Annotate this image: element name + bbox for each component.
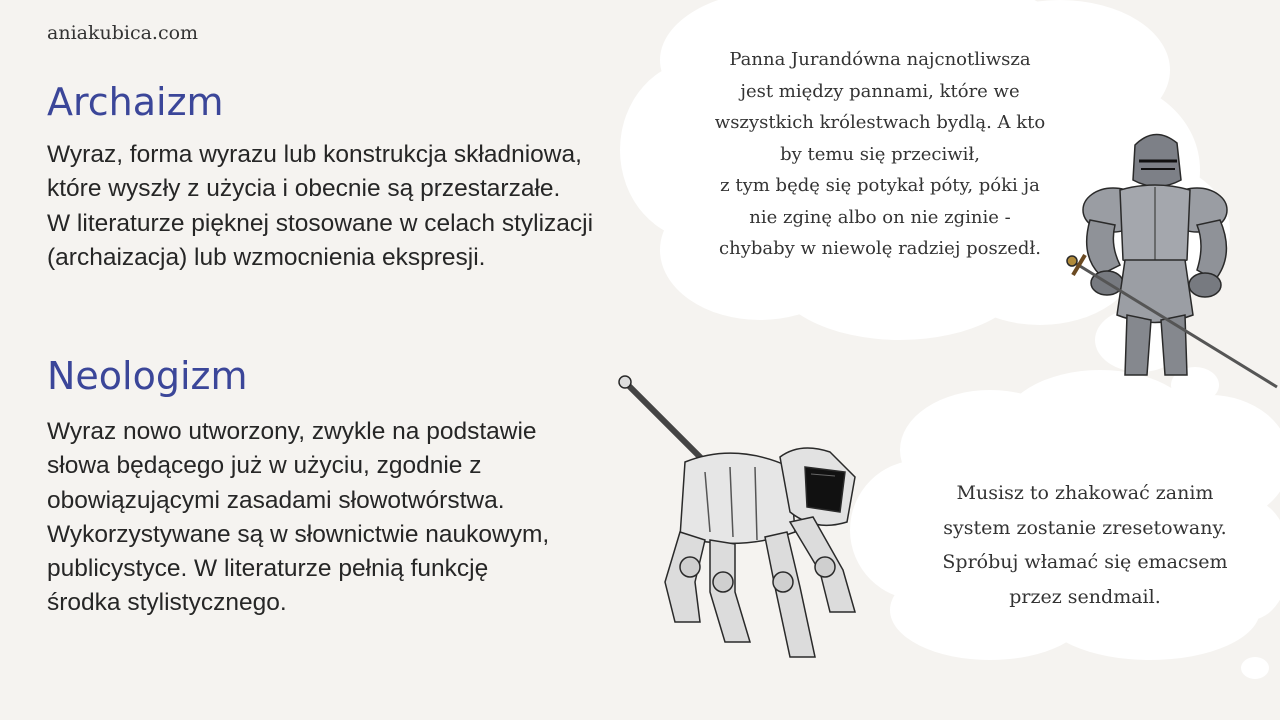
knight-quote-line: wszystkich królestwach bydlą. A kto (714, 112, 1046, 133)
knight-quote-line: chybaby w niewolę radziej poszedł. (719, 238, 1041, 259)
archaizm-heading: Archaizm (47, 80, 224, 124)
neologizm-line: słowa będącego już w użyciu, zgodnie z (47, 452, 482, 480)
neologizm-line: Wyraz nowo utworzony, zwykle na podstawie (47, 418, 537, 445)
robot-quote (905, 476, 1265, 614)
archaizm-line: W literaturze pięknej stosowane w celach stylizacji (47, 209, 594, 237)
robot-quote-line: Spróbuj włamać się emacsem (942, 551, 1228, 573)
robot-quote-line: Musisz to zhakować zanim (956, 482, 1214, 504)
archaizm-line: Wyraz, forma wyrazu lub konstrukcja składniowa, (47, 141, 582, 168)
neologizm-definition (47, 415, 607, 621)
robot-quote-line: przez sendmail. (1009, 585, 1161, 608)
knight-quote-line: z tym będę się potykał póty, póki ja (720, 175, 1040, 196)
knight-quote-line: by temu się przeciwił, (780, 143, 980, 165)
neologizm-line: Wykorzystywane są w słownictwie naukowym, (47, 520, 550, 548)
robot-quote-line: system zostanie zresetowany. (943, 516, 1227, 539)
neologizm-line: publicystyce. W literaturze pełnią funkcję (47, 555, 489, 583)
robot-dog-icon (615, 372, 875, 672)
knight-quote-line: nie zginę albo on nie zginie - (749, 206, 1011, 228)
archaizm-line: które wyszły z użycia i obecnie są przestarzałe. (47, 175, 561, 203)
archaizm-definition (47, 138, 647, 275)
armored-knight-icon (1065, 125, 1280, 390)
knight-quote-line: Panna Jurandówna najcnotliwsza (729, 49, 1031, 70)
site-name: aniakubica.com (47, 22, 199, 44)
neologizm-line: obowiązującymi zasadami słowotwórstwa. (47, 486, 505, 514)
neologizm-heading: Neologizm (47, 354, 248, 398)
archaizm-line: (archaizacja) lub wzmocnienia ekspresji. (47, 243, 486, 271)
knight-quote (690, 44, 1070, 265)
neologizm-line: środka stylistycznego. (47, 589, 287, 617)
knight-quote-line: jest między pannami, które we (740, 80, 1020, 102)
